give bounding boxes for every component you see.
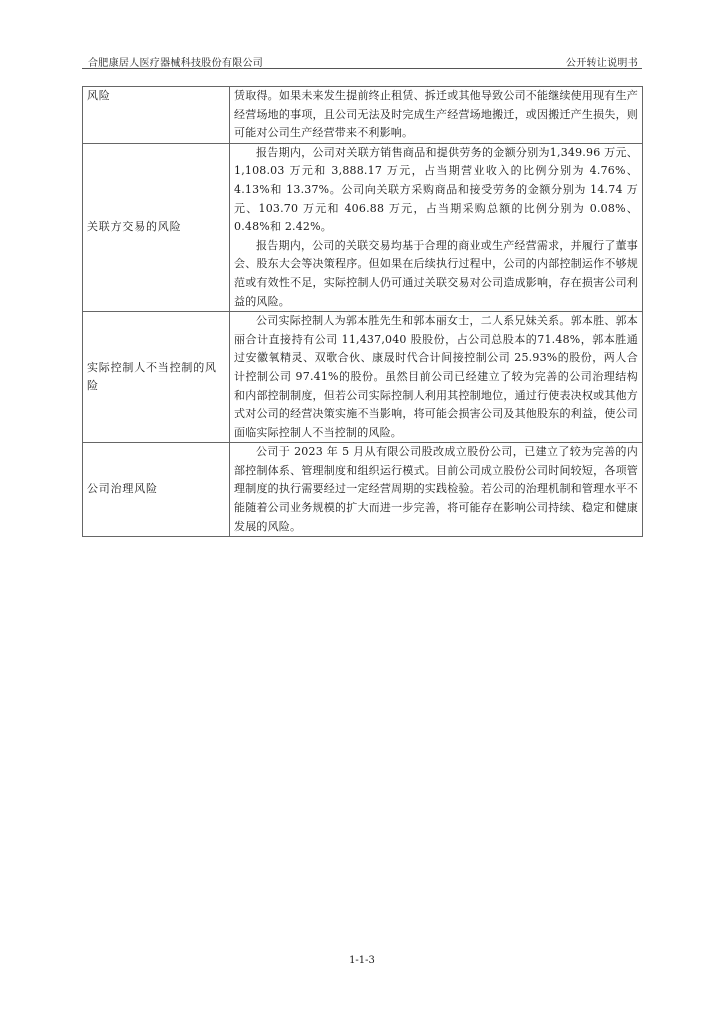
risk-name: 风险 — [87, 89, 111, 102]
risk-name-cell — [83, 443, 230, 537]
table-row — [83, 87, 643, 144]
risk-name: 实际控制人不当控制的风险 — [87, 360, 217, 393]
risk-description-cell — [230, 143, 643, 311]
risk-description-cell — [230, 312, 643, 443]
risk-description-cell — [230, 443, 643, 537]
risk-name-cell — [83, 312, 230, 443]
risk-paragraph: 报告期内，公司的关联交易均基于合理的商业或生产经营需求，并履行了董事会、股东大会等决策程序。但如果在后续执行过程中，公司的内部控制运作不够规范或有效性不足，实际控制人仍可通过关联交易对公司造成影响，存在损害公司利益的风险。 — [234, 238, 638, 308]
risk-name-cell — [83, 143, 230, 311]
risk-name: 公司治理风险 — [87, 482, 158, 496]
table-row — [83, 312, 643, 443]
document-title: 公开转让说明书 — [565, 58, 638, 69]
page-header — [82, 50, 642, 69]
table-row — [83, 443, 643, 537]
page-number: 1-1-3 — [349, 955, 375, 966]
company-name: 合肥康居人医疗器械科技股份有限公司 — [88, 58, 264, 69]
risk-name-cell — [83, 87, 230, 144]
risk-paragraph: 赁取得。如果未来发生提前终止租赁、拆迁或其他导致公司不能继续使用现有生产经营场地的事项，且公司无法及时完成生产经营场地搬迁，或因搬迁产生损失，则可能对公司生产经营带来不利影响。 — [234, 89, 638, 140]
risk-name: 关联方交易的风险 — [87, 220, 182, 234]
risk-paragraph: 报告期内，公司对关联方销售商品和提供劳务的金额分别为1,349.96 万元、1,108.03 万元和 3,888.17 万元，占当期营业收入的比例分别为 4.76%、4.13%和 13.37%。公司向关联方采购商品和接受劳务的金额分别为 14.74 万元、103.70 万元和 406.88 万元，占当期采购总额的比例分别为 0.08%、0.48%和 2.42%。 — [234, 145, 638, 234]
risk-table — [82, 86, 643, 537]
risk-paragraph: 公司实际控制人为郭本胜先生和郭本丽女士，二人系兄妹关系。郭本胜、郭本丽合计直接持有公司 11,437,040 股股份，占公司总股本的71.48%，郭本胜通过安徽氧精灵、双歌合伙、康晟时代合计间接控制公司 25.93%的股份，两人合计控制公司 97.41%的股份。虽然目前公司已经建立了较为完善的公司治理结构和内部控制制度，但若公司实际控制人利用其控制地位，通过行使表决权或其他方式对公司的经营决策实施不当影响，将可能会损害公司及其他股东的利益，使公司面临实际控制人不当控制的风险。 — [234, 314, 638, 439]
risk-description-cell — [230, 87, 643, 144]
table-row — [83, 143, 643, 311]
risk-paragraph: 公司于 2023 年 5 月从有限公司股改成立股份公司，已建立了较为完善的内部控制体系、管理制度和组织运行模式。目前公司成立股份公司时间较短，各项管理制度的执行需要经过一定经营周期的实践检验。若公司的治理机制和管理水平不能随着公司业务规模的扩大而进一步完善，将可能存在影响公司持续、稳定和健康发展的风险。 — [234, 445, 638, 533]
